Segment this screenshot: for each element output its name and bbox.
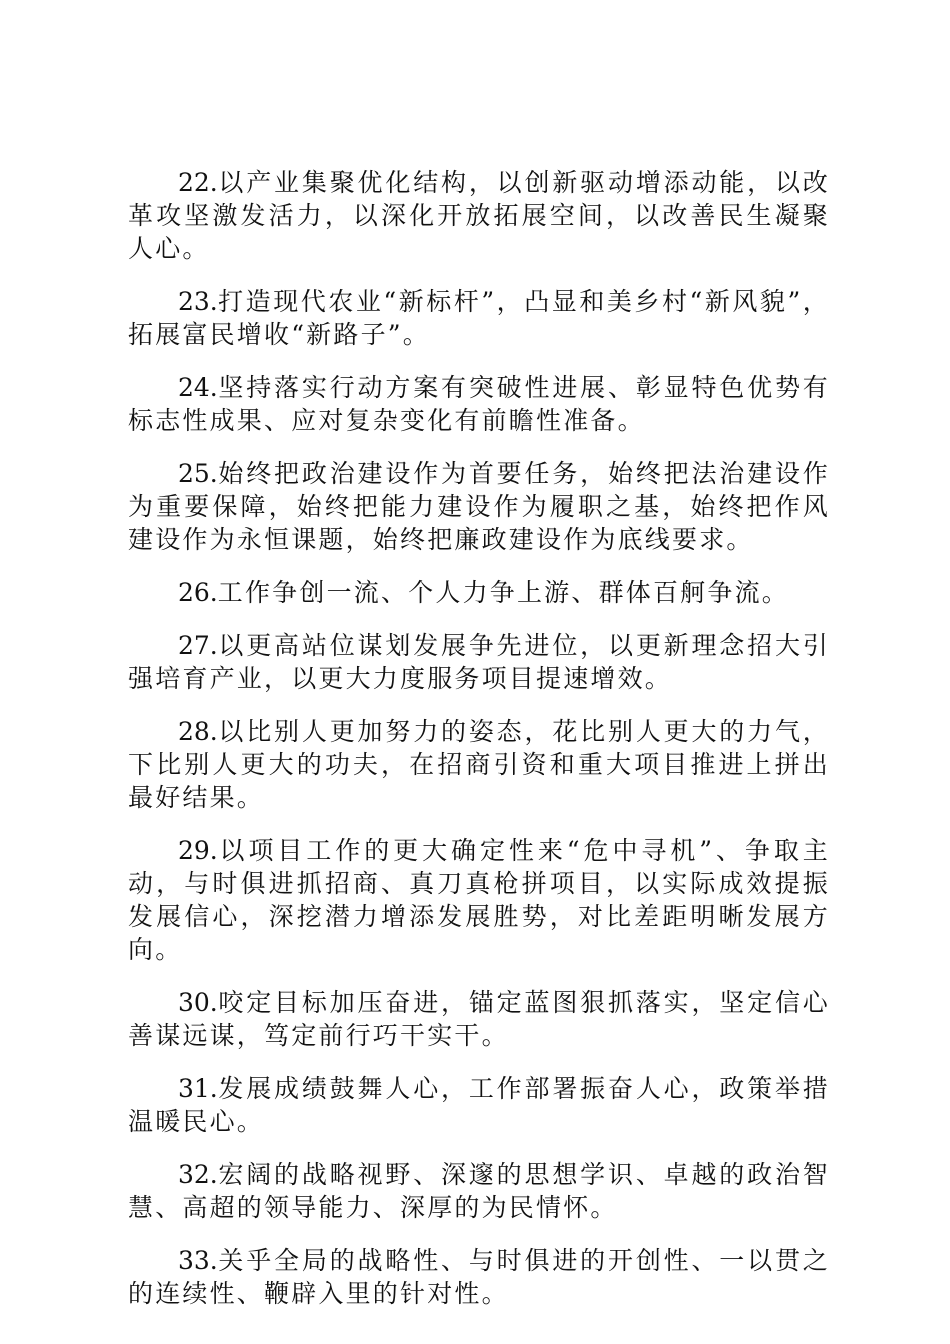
paragraph-31 — [128, 1072, 830, 1138]
paragraph-text: 打造现代农业“新标杆”，凸显和美乡村“新风貌”，拓展富民增收“新路子”。 — [128, 287, 830, 349]
paragraph-27 — [128, 629, 830, 695]
paragraph-number: 32. — [178, 1160, 218, 1189]
paragraph-number: 25. — [178, 459, 218, 488]
paragraph-number: 27. — [178, 631, 218, 660]
paragraph-number: 23. — [178, 287, 218, 316]
paragraph-text: 坚持落实行动方案有突破性进展、彰显特色优势有标志性成果、应对复杂变化有前瞻性准备。 — [128, 373, 830, 435]
paragraph-26 — [128, 576, 830, 609]
paragraph-25 — [128, 457, 830, 556]
paragraph-number: 33. — [178, 1246, 218, 1275]
paragraph-text: 以更高站位谋划发展争先进位，以更新理念招大引强培育产业，以更大力度服务项目提速增效。 — [128, 631, 830, 693]
paragraph-text: 工作争创一流、个人力争上游、群体百舸争流。 — [217, 578, 789, 607]
paragraph-text: 关乎全局的战略性、与时俱进的开创性、一以贯之的连续性、鞭辟入里的针对性。 — [128, 1246, 830, 1308]
paragraph-33 — [128, 1244, 830, 1310]
paragraph-24 — [128, 371, 830, 437]
paragraph-28 — [128, 715, 830, 814]
paragraph-number: 24. — [178, 373, 218, 402]
paragraph-text: 咬定目标加压奋进，锚定蓝图狠抓落实，坚定信心善谋远谋，笃定前行巧干实干。 — [128, 988, 830, 1050]
paragraph-text: 宏阔的战略视野、深邃的思想学识、卓越的政治智慧、高超的领导能力、深厚的为民情怀。 — [128, 1160, 830, 1222]
paragraph-number: 26. — [178, 578, 218, 607]
paragraph-30 — [128, 986, 830, 1052]
paragraph-number: 22. — [178, 168, 218, 197]
paragraph-number: 29. — [178, 836, 218, 865]
paragraph-29 — [128, 834, 830, 966]
paragraph-text: 以比别人更加努力的姿态，花比别人更大的力气，下比别人更大的功夫，在招商引资和重大项目推进上拼出最好结果。 — [128, 717, 830, 812]
paragraph-text: 以项目工作的更大确定性来“危中寻机”、争取主动，与时俱进抓招商、真刀真枪拼项目，以实际成效提振发展信心，深挖潜力增添发展胜势，对比差距明晰发展方向。 — [128, 836, 830, 964]
paragraph-number: 28. — [178, 717, 218, 746]
paragraph-number: 31. — [178, 1074, 218, 1103]
paragraph-text: 发展成绩鼓舞人心，工作部署振奋人心，政策举措温暖民心。 — [128, 1074, 830, 1136]
paragraph-23 — [128, 285, 830, 351]
paragraph-number: 30. — [178, 988, 218, 1017]
paragraph-text: 以产业集聚优化结构，以创新驱动增添动能，以改革攻坚激发活力，以深化开放拓展空间，以改善民生凝聚人心。 — [128, 168, 830, 263]
paragraph-text: 始终把政治建设作为首要任务，始终把法治建设作为重要保障，始终把能力建设作为履职之基，始终把作风建设作为永恒课题，始终把廉政建设作为底线要求。 — [128, 459, 830, 554]
paragraph-22 — [128, 166, 830, 265]
paragraph-32 — [128, 1158, 830, 1224]
